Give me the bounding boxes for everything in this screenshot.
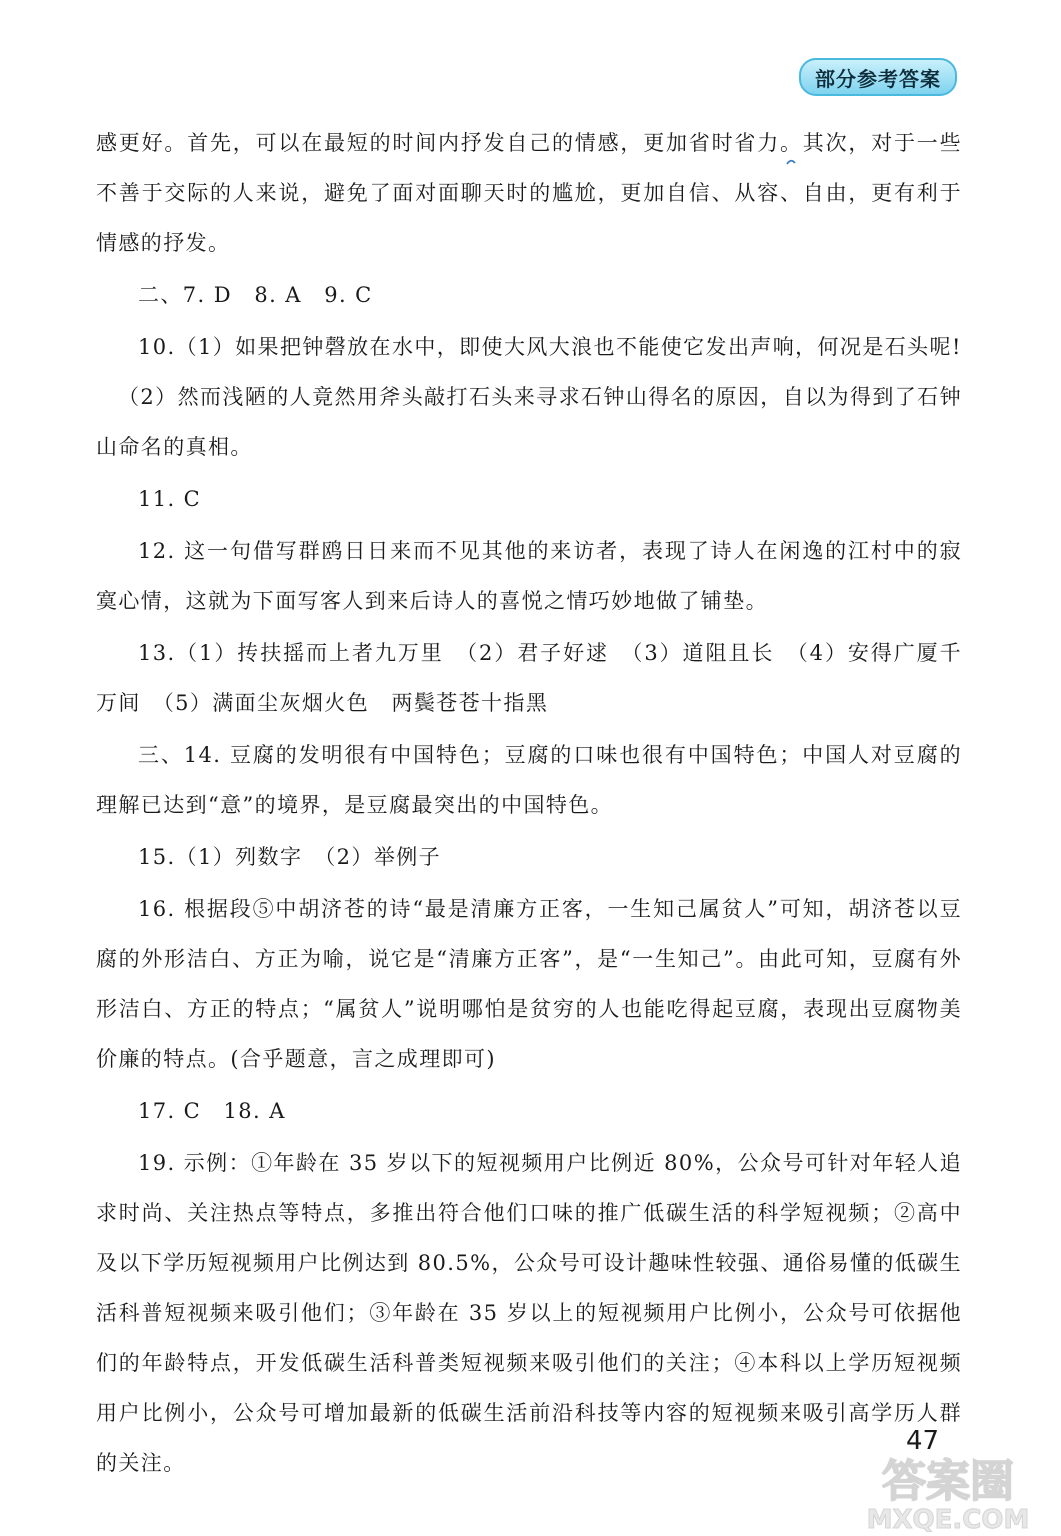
paragraph-q10-part2: （2）然而浅陋的人竟然用斧头敲打石头来寻求石钟山得名的原因，自以为得到了石钟山命名的真相。 bbox=[96, 385, 962, 459]
paragraph-q13: 13.（1）抟扶摇而上者九万里 （2）君子好逑 （3）道阻且长 （4）安得广厦千万间 （5）满面尘灰烟火色 两鬓苍苍十指黑 bbox=[96, 641, 962, 715]
watermark-top-text: 答案圈 bbox=[882, 1456, 1014, 1507]
paragraph-q17-18: 17. C 18. A bbox=[138, 1099, 286, 1123]
paragraph-continuation: 感更好。首先，可以在最短的时间内抒发自己的情感，更加省时省力。其次，对于一些不善于交际的人来说，避免了面对面聊天时的尴尬，更加自信、从容、自由，更有利于情感的抒发。 bbox=[96, 131, 962, 255]
paragraph-q11: 11. C bbox=[138, 487, 202, 511]
paragraph-q16: 16. 根据段⑤中胡济苍的诗“最是清廉方正客，一生知己属贫人”可知，胡济苍以豆腐的外形洁白、方正为喻，说它是“清廉方正客”，是“一生知己”。由此可知，豆腐有外形洁白、方正的特点；“属贫人”说明哪怕是贫穷的人也能吃得起豆腐，表现出豆腐物美价廉的特点。(合乎题意，言之成理即可) bbox=[96, 897, 962, 1071]
paragraph-section-two: 二、7. D 8. A 9. C bbox=[138, 283, 373, 307]
watermark-logo bbox=[842, 1448, 1054, 1532]
paragraph-q12: 12. 这一句借写群鸥日日来而不见其他的来访者，表现了诗人在闲逸的江村中的寂寞心情，这就为下面写客人到来后诗人的喜悦之情巧妙地做了铺垫。 bbox=[96, 539, 962, 613]
paragraph-section-three: 三、14. 豆腐的发明很有中国特色；豆腐的口味也很有中国特色；中国人对豆腐的理解已达到“意”的境界，是豆腐最突出的中国特色。 bbox=[96, 743, 962, 817]
paragraph-q10-part1: 10.（1）如果把钟磬放在水中，即使大风大浪也不能使它发出声响，何况是石头呢! bbox=[138, 335, 962, 359]
section-badge: 部分参考答案 bbox=[799, 58, 957, 96]
page-number: 47 bbox=[906, 1426, 940, 1456]
paragraph-q19: 19. 示例：①年龄在 35 岁以下的短视频用户比例近 80%，公众号可针对年轻人追求时尚、关注热点等特点，多推出符合他们口味的推广低碳生活的科学短视频；②高中及以下学历短视频用户比例达到 80.5%，公众号可设计趣味性较强、通俗易懂的低碳生活科普短视频来吸引他们；③年龄在 35 岁以上的短视频用户比例小，公众号可依据他们的年龄特点，开发低碳生活科普类短视频来吸引他们的关注；④本科以上学历短视频用户比例小，公众号可增加最新的低碳生活前沿科技等内容的短视频来吸引高学历人群的关注。 bbox=[96, 1151, 962, 1475]
paragraph-q15: 15.（1）列数字 （2）举例子 bbox=[138, 845, 442, 869]
watermark-bottom-text: MXQE.COM bbox=[866, 1505, 1030, 1532]
answer-content bbox=[96, 118, 962, 1488]
